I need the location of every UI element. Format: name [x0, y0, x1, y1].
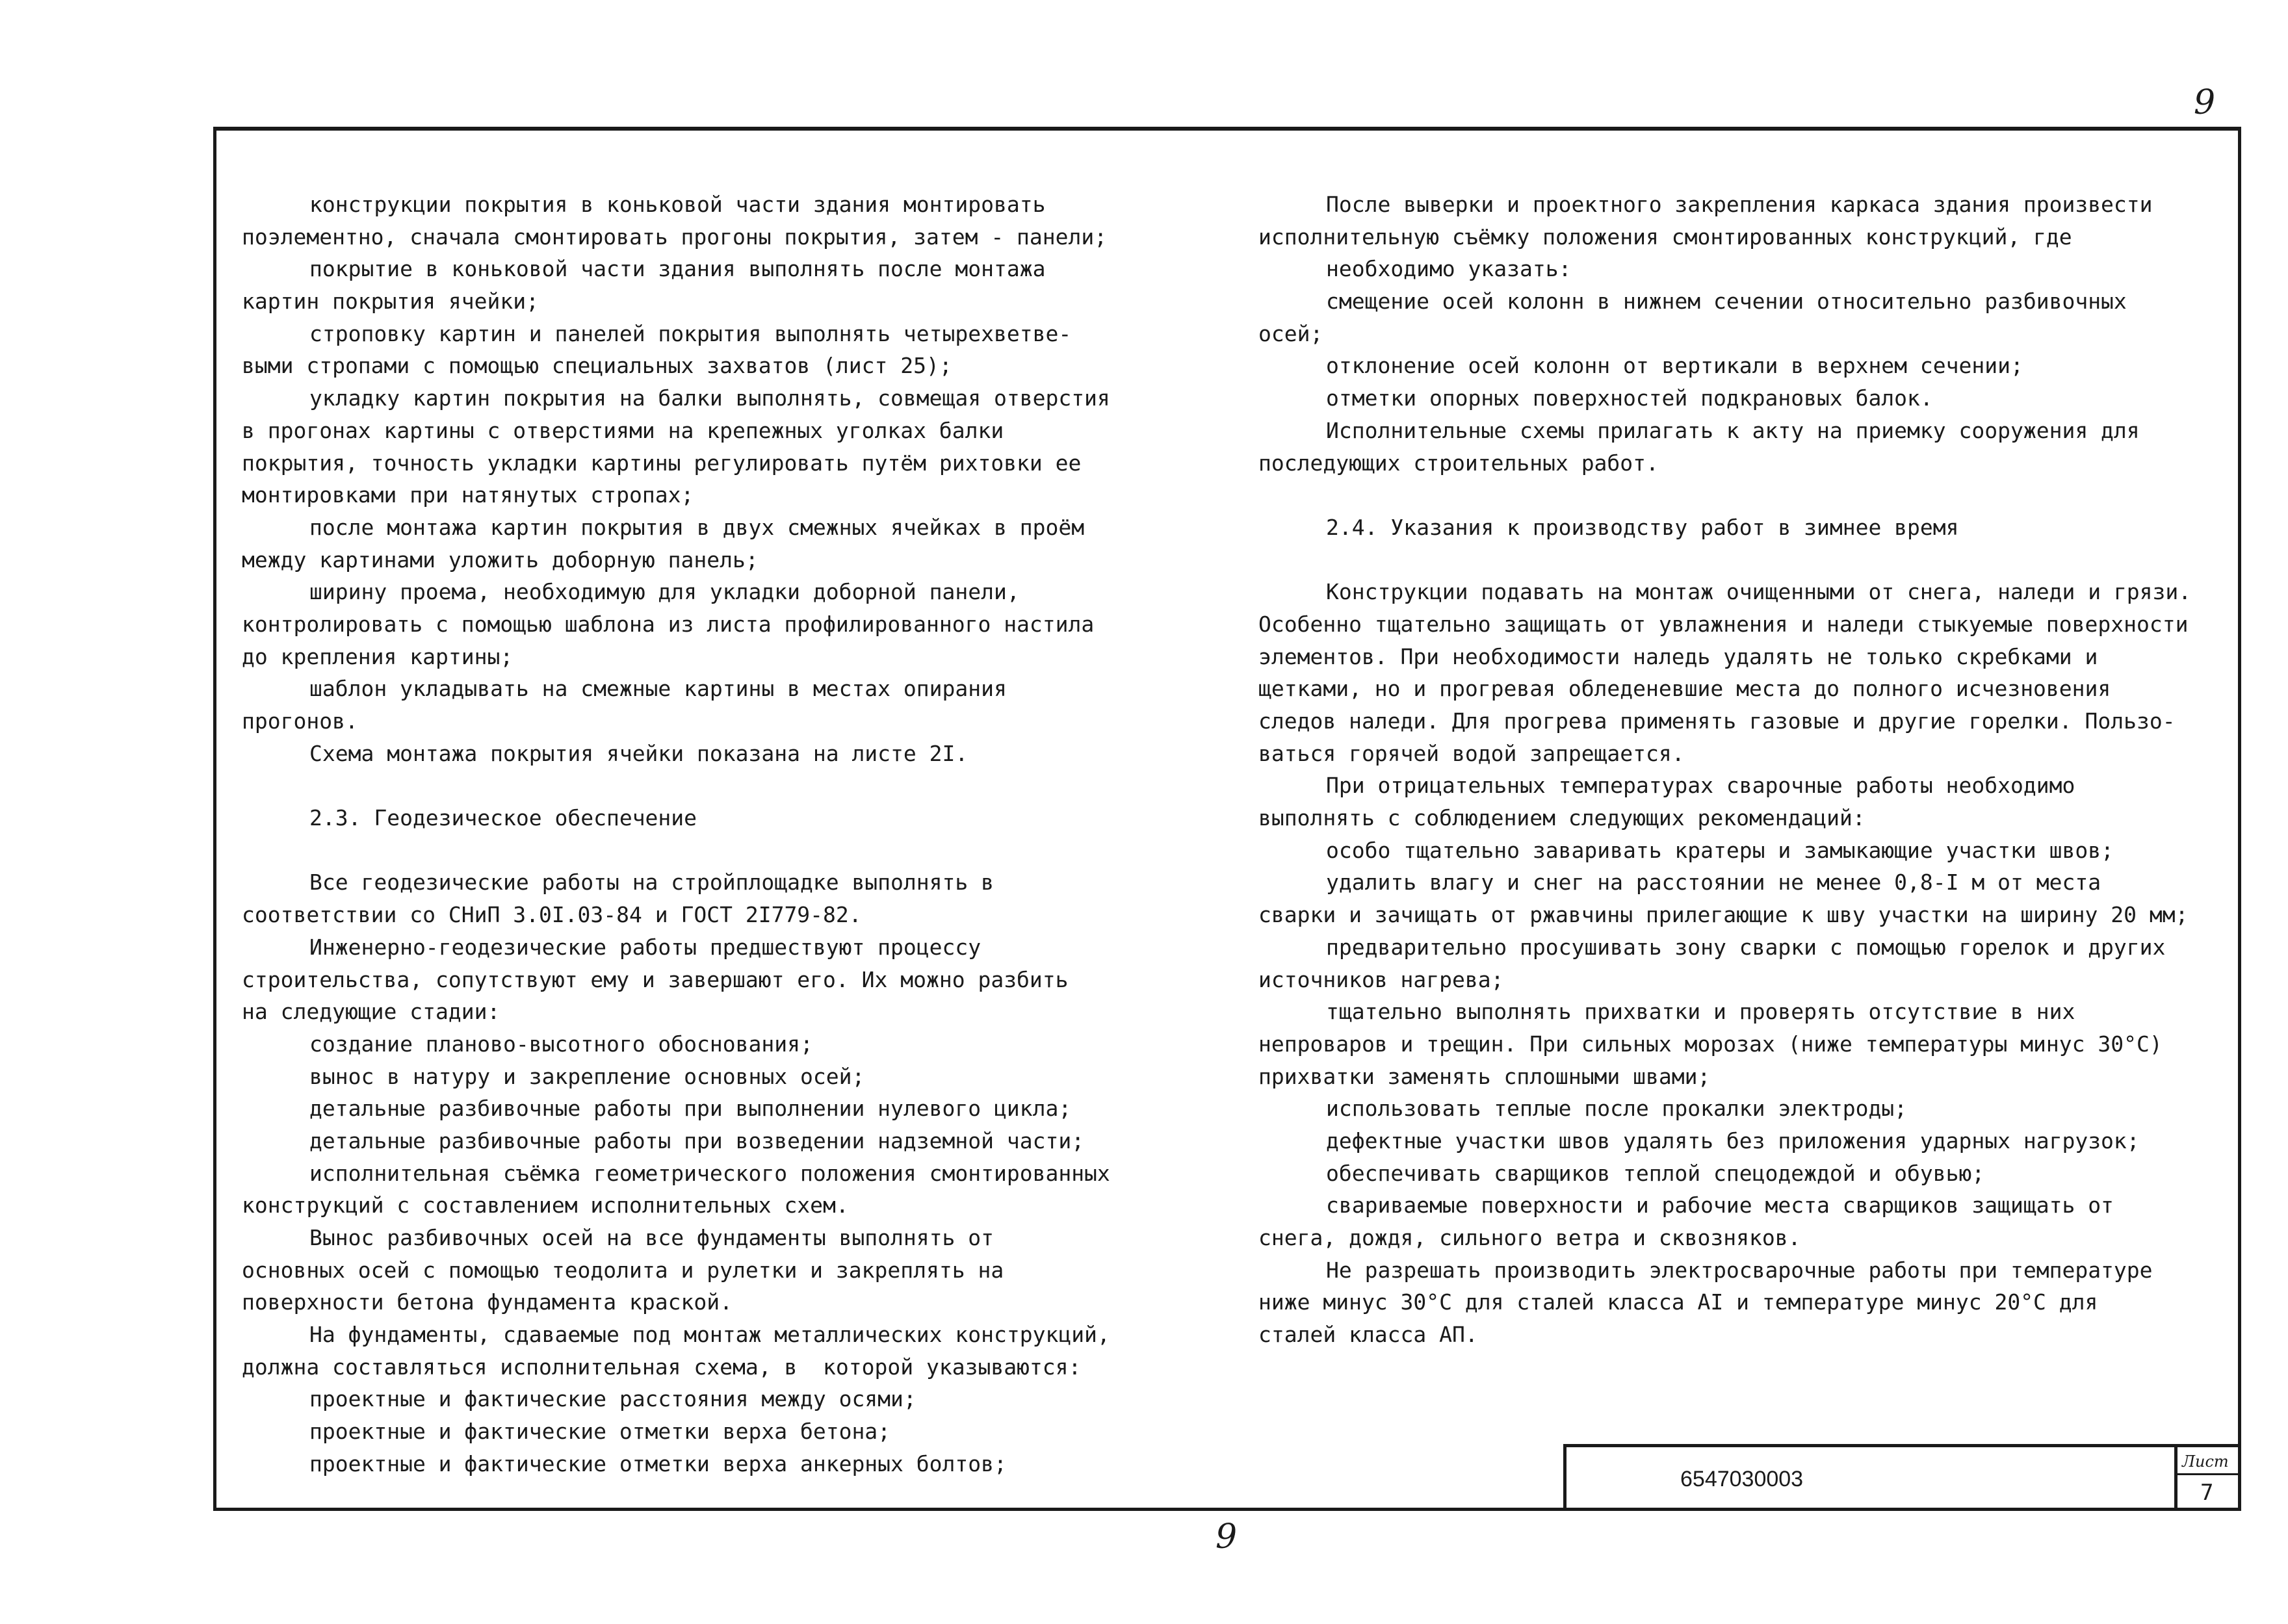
text-line: картин покрытия ячейки;	[242, 289, 539, 315]
text-line: укладку картин покрытия на балки выполнять, совмещая отверстия	[309, 385, 1110, 411]
text-line: контролировать с помощью шаблона из листа профилированного настила	[242, 611, 1095, 637]
text-line: 2.3. Геодезическое обеспечение	[309, 805, 697, 831]
text-line: Вынос разбивочных осей на все фундаменты выполнять от	[309, 1225, 994, 1250]
text-line: проектные и фактические отметки верха бетона;	[309, 1419, 891, 1445]
document-number: 6547030003	[1680, 1467, 1804, 1491]
text-line: смещение осей колонн в нижнем сечении относительно разбивочных	[1326, 289, 2127, 315]
text-line: прихватки заменять сплошными швами;	[1258, 1063, 1711, 1089]
text-line: до крепления картины;	[242, 643, 514, 669]
text-line: конструкции покрытия в коньковой части здания монтировать	[309, 192, 1046, 217]
text-line: Схема монтажа покрытия ячейки показана на листе 2I.	[309, 740, 968, 766]
text-line: свариваемые поверхности и рабочие места сварщиков защищать от	[1326, 1192, 2114, 1218]
text-line: 2.4. Указания к производству работ в зимнее время	[1326, 514, 1959, 540]
text-line: после монтажа картин покрытия в двух смежных ячейках в проём	[309, 514, 1085, 540]
text-line: обеспечивать сварщиков теплой спецодеждой и обувью;	[1326, 1160, 1985, 1186]
title-block-stamp	[1563, 1444, 2241, 1511]
text-line: элементов. При необходимости наледь удалять не только скребками и	[1258, 643, 2098, 669]
text-line: на следующие стадии:	[242, 999, 500, 1025]
text-line: ширину проема, необходимую для укладки доборной панели,	[309, 579, 1020, 605]
text-line: исполнительная съёмка геометрического положения смонтированных	[309, 1160, 1110, 1186]
stamp-divider-right	[2174, 1447, 2178, 1511]
text-line: шаблон укладывать на смежные картины в местах опирания	[309, 676, 1007, 702]
text-line: детальные разбивочные работы при возведении надземной части;	[309, 1128, 1085, 1154]
text-line: снега, дождя, сильного ветра и сквозняков.	[1258, 1225, 1801, 1250]
left-text-column	[242, 188, 1158, 1480]
text-line: следов наледи. Для прогрева применять газовые и другие горелки. Пользо-	[1258, 708, 2176, 734]
text-line: использовать теплые после прокалки электроды;	[1326, 1096, 1908, 1122]
sheet-number: 7	[2200, 1480, 2214, 1506]
text-line: щетками, но и прогревая обледеневшие места до полного исчезновения	[1258, 676, 2111, 702]
text-line: дефектные участки швов удалять без приложения ударных нагрузок;	[1326, 1128, 2140, 1154]
text-line: непроваров и трещин. При сильных морозах (ниже температуры минус 30°С)	[1258, 1031, 2163, 1057]
page-number-top: 9	[2194, 83, 2216, 122]
text-line: особо тщательно заваривать кратеры и замыкающие участки швов;	[1326, 837, 2114, 863]
text-line: соответствии со СНиП 3.0I.03-84 и ГОСТ 2I779-82.	[242, 902, 862, 928]
text-line: отметки опорных поверхностей подкрановых балок.	[1326, 385, 1933, 411]
text-line: должна составляться исполнительная схема, в которой указываются:	[242, 1354, 1082, 1380]
text-line: последующих строительных работ.	[1258, 450, 1659, 476]
text-line: После выверки и проектного закрепления каркаса здания произвести	[1326, 192, 2153, 217]
text-line: При отрицательных температурах сварочные работы необходимо	[1326, 773, 2075, 799]
text-line: ваться горячей водой запрещается.	[1258, 740, 1685, 766]
text-line: тщательно выполнять прихватки и проверять отсутствие в них	[1326, 999, 2075, 1025]
text-line: сварки и зачищать от ржавчины прилегающие к шву участки на ширину 20 мм;	[1258, 902, 2189, 928]
text-line: Инженерно-геодезические работы предшествуют процессу	[309, 934, 982, 960]
text-line: Исполнительные схемы прилагать к акту на приемку сооружения для	[1326, 417, 2140, 443]
right-text-column	[1258, 188, 2227, 1351]
text-line: между картинами уложить доборную панель;	[242, 547, 759, 573]
text-line: На фундаменты, сдаваемые под монтаж металлических конструкций,	[309, 1322, 1110, 1348]
text-line: основных осей с помощью теодолита и рулетки и закреплять на	[242, 1257, 1004, 1283]
text-line: монтировками при натянутых стропах;	[242, 482, 694, 508]
text-line: поверхности бетона фундамента краской.	[242, 1289, 733, 1315]
page-number-bottom: 9	[1216, 1517, 1238, 1556]
text-line: вынос в натуру и закрепление основных осей;	[309, 1063, 865, 1089]
text-line: в прогонах картины с отверстиями на крепежных уголках балки	[242, 417, 1004, 443]
text-line: предварительно просушивать зону сварки с помощью горелок и других	[1326, 934, 2166, 960]
text-line: проектные и фактические отметки верха анкерных болтов;	[309, 1450, 1007, 1476]
text-line: удалить влагу и снег на расстоянии не менее 0,8-I м от места	[1326, 870, 2101, 896]
text-line	[1258, 479, 2227, 511]
text-line: отклонение осей колонн от вертикали в верхнем сечении;	[1326, 353, 2023, 379]
text-line: ниже минус 30°С для сталей класса АI и температуре минус 20°С для	[1258, 1289, 2098, 1315]
text-line: Конструкции подавать на монтаж очищенными от снега, наледи и грязи.	[1326, 579, 2192, 605]
text-line: строительства, сопутствуют ему и завершают его. Их можно разбить	[242, 966, 1069, 992]
text-line: источников нагрева;	[1258, 966, 1504, 992]
sheet-label: Лист	[2182, 1452, 2229, 1471]
text-line: выполнять с соблюдением следующих рекомендаций:	[1258, 805, 1866, 831]
text-line: строповку картин и панелей покрытия выполнять четырехветве-	[309, 320, 1072, 346]
text-line: прогонов.	[242, 708, 358, 734]
text-line: Особенно тщательно защищать от увлажнения и наледи стыкуемые поверхности	[1258, 611, 2189, 637]
text-line: детальные разбивочные работы при выполнении нулевого цикла;	[309, 1096, 1072, 1122]
text-line: поэлементно, сначала смонтировать прогоны покрытия, затем - панели;	[242, 224, 1108, 250]
sheet-separator	[2178, 1473, 2241, 1475]
text-line: необходимо указать:	[1326, 256, 1572, 282]
text-line: Все геодезические работы на стройплощадке выполнять в	[309, 870, 994, 896]
text-line	[242, 834, 1158, 867]
text-line: осей;	[1258, 320, 1323, 346]
text-line: проектные и фактические расстояния между осями;	[309, 1386, 916, 1412]
text-line: исполнительную съёмку положения смонтированных конструкций, где	[1258, 224, 2072, 250]
text-line: создание планово-высотного обоснования;	[309, 1031, 813, 1057]
text-line: покрытие в коньковой части здания выполнять после монтажа	[309, 256, 1046, 282]
text-line	[1258, 544, 2227, 576]
text-line: выми стропами с помощью специальных захватов (лист 25);	[242, 353, 952, 379]
text-line: конструкций с составлением исполнительных схем.	[242, 1192, 849, 1218]
text-line: сталей класса АП.	[1258, 1322, 1478, 1348]
stamp-divider-left	[1563, 1447, 1566, 1511]
text-line: Не разрешать производить электросварочные работы при температуре	[1326, 1257, 2153, 1283]
text-line: покрытия, точность укладки картины регулировать путём рихтовки ее	[242, 450, 1082, 476]
text-line	[242, 769, 1158, 802]
